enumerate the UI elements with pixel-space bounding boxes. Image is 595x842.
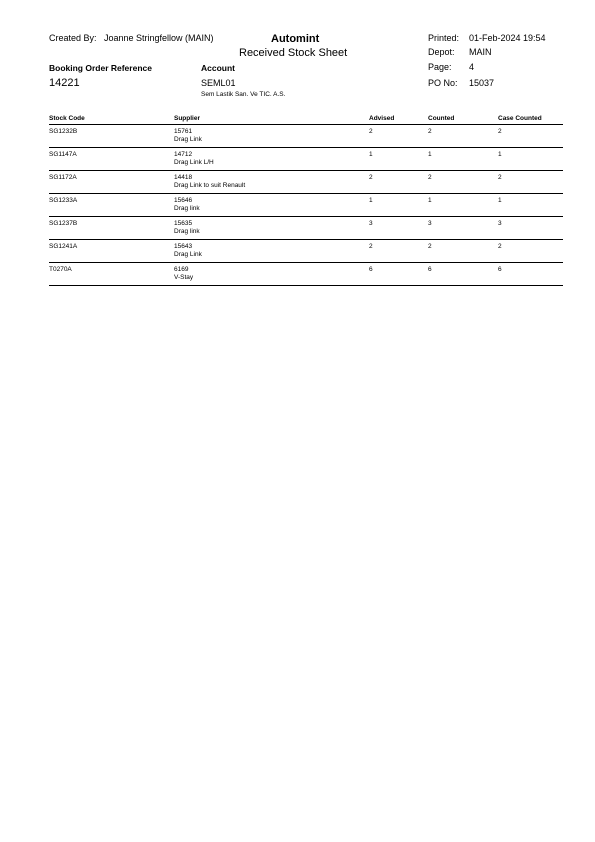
advised-qty: 2 xyxy=(369,240,428,263)
col-counted: Counted xyxy=(428,114,498,125)
supplier-cell xyxy=(174,263,369,286)
table-row xyxy=(49,171,563,194)
table-header-row xyxy=(49,114,563,125)
advised-qty: 1 xyxy=(369,194,428,217)
counted-qty: 2 xyxy=(428,171,498,194)
counted-qty: 2 xyxy=(428,240,498,263)
po-label: PO No: xyxy=(428,78,458,88)
stock-code: SG1233A xyxy=(49,194,174,217)
case-counted-qty: 2 xyxy=(498,171,563,194)
supplier-cell xyxy=(174,240,369,263)
table-row xyxy=(49,240,563,263)
po-value: 15037 xyxy=(469,78,495,88)
item-description: V-Stay xyxy=(174,274,194,281)
depot-label: Depot: xyxy=(428,47,455,57)
stock-code: SG1172A xyxy=(49,171,174,194)
page-label: Page: xyxy=(428,62,452,72)
stock-table xyxy=(49,114,563,286)
col-supplier: Supplier xyxy=(174,114,369,125)
depot-value: MAIN xyxy=(469,47,492,57)
counted-qty: 3 xyxy=(428,217,498,240)
col-stock-code: Stock Code xyxy=(49,114,174,125)
supplier-cell xyxy=(174,194,369,217)
advised-qty: 3 xyxy=(369,217,428,240)
account-label: Account xyxy=(201,63,235,73)
table-row xyxy=(49,148,563,171)
supplier-cell xyxy=(174,171,369,194)
account-name: Sem Lastik San. Ve TIC. A.S. xyxy=(201,91,286,98)
table-row xyxy=(49,217,563,240)
case-counted-qty: 1 xyxy=(498,148,563,171)
supplier-code: 15643 xyxy=(174,243,193,250)
counted-qty: 1 xyxy=(428,148,498,171)
supplier-code: 14418 xyxy=(174,174,193,181)
case-counted-qty: 1 xyxy=(498,194,563,217)
supplier-cell xyxy=(174,217,369,240)
company-name: Automint xyxy=(271,33,320,45)
supplier-code: 15761 xyxy=(174,128,193,135)
case-counted-qty: 2 xyxy=(498,240,563,263)
page-value: 4 xyxy=(469,62,475,72)
supplier-code: 14712 xyxy=(174,151,193,158)
case-counted-qty: 3 xyxy=(498,217,563,240)
item-description: Drag link xyxy=(174,228,200,235)
table-row xyxy=(49,125,563,148)
supplier-code: 15635 xyxy=(174,220,193,227)
stock-code: SG1237B xyxy=(49,217,174,240)
created-by-value: Joanne Stringfellow (MAIN) xyxy=(104,33,214,43)
counted-qty: 2 xyxy=(428,125,498,148)
supplier-cell xyxy=(174,125,369,148)
stock-code: SG1232B xyxy=(49,125,174,148)
item-description: Drag link xyxy=(174,205,200,212)
printed-label: Printed: xyxy=(428,33,460,43)
advised-qty: 6 xyxy=(369,263,428,286)
counted-qty: 6 xyxy=(428,263,498,286)
case-counted-qty: 2 xyxy=(498,125,563,148)
created-by-label: Created By: xyxy=(49,33,97,43)
advised-qty: 2 xyxy=(369,125,428,148)
counted-qty: 1 xyxy=(428,194,498,217)
supplier-code: 6169 xyxy=(174,266,189,273)
supplier-cell xyxy=(174,148,369,171)
booking-ref-label: Booking Order Reference xyxy=(49,63,152,73)
advised-qty: 1 xyxy=(369,148,428,171)
item-description: Drag Link to suit Renault xyxy=(174,182,246,189)
advised-qty: 2 xyxy=(369,171,428,194)
stock-code: SG1241A xyxy=(49,240,174,263)
supplier-code: 15646 xyxy=(174,197,193,204)
printed-value: 01-Feb-2024 19:54 xyxy=(469,33,546,43)
col-case-counted: Case Counted xyxy=(498,114,563,125)
item-description: Drag Link xyxy=(174,251,202,258)
table-row xyxy=(49,194,563,217)
account-code: SEML01 xyxy=(201,78,236,88)
item-description: Drag Link xyxy=(174,136,202,143)
stock-code: T0270A xyxy=(49,263,174,286)
stock-code: SG1147A xyxy=(49,148,174,171)
table-row xyxy=(49,263,563,286)
booking-ref-value: 14221 xyxy=(49,77,80,89)
item-description: Drag Link L/H xyxy=(174,159,214,166)
sheet-title: Received Stock Sheet xyxy=(239,47,348,59)
case-counted-qty: 6 xyxy=(498,263,563,286)
col-advised: Advised xyxy=(369,114,428,125)
